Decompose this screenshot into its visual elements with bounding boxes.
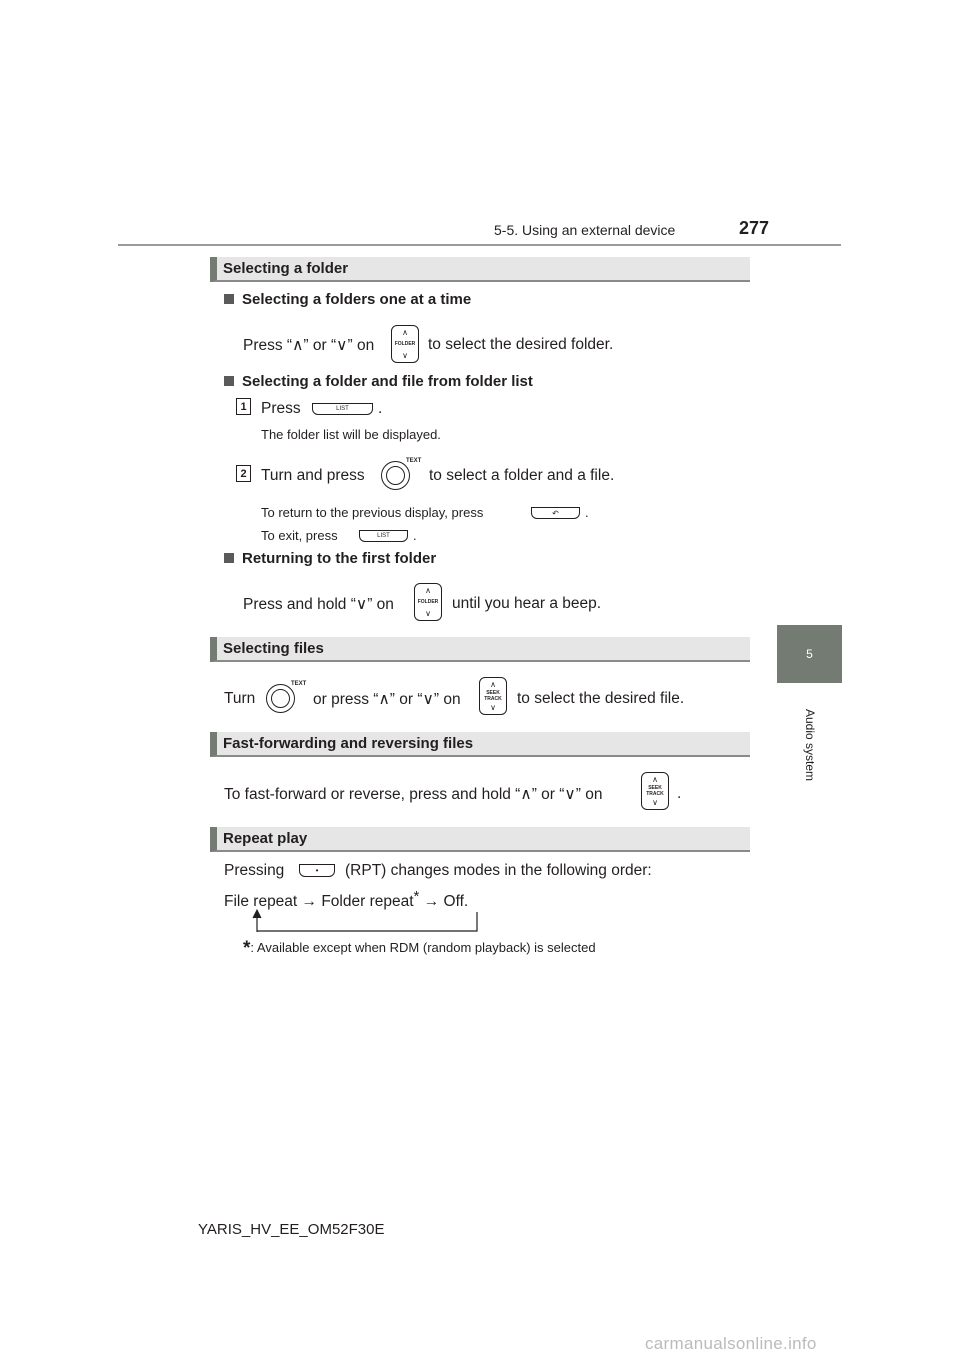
text-knob-icon [381, 461, 410, 490]
repeat-order: File repeat → Folder repeat* → Off. [224, 888, 469, 910]
rpt-button-icon: • [299, 864, 335, 877]
chapter-tab [777, 625, 842, 683]
step-note: . [413, 528, 417, 543]
folder-button-icon: ∧ FOLDER ∨ [391, 325, 419, 363]
step-note: The folder list will be displayed. [261, 427, 441, 442]
back-button-icon: ↶ [531, 507, 580, 519]
subheading-one-at-a-time: Selecting a folders one at a time [224, 291, 471, 308]
square-bullet-icon [224, 294, 234, 304]
folder-button-icon: ∧ FOLDER ∨ [414, 583, 442, 621]
instruction-text: Press and hold “∨” on [243, 596, 394, 613]
list-button-icon: LIST [312, 403, 373, 415]
text-knob-label: TEXT [291, 681, 307, 687]
square-bullet-icon [224, 376, 234, 386]
page-number: 277 [739, 218, 770, 238]
footnote: *: Available except when RDM (random playback) is selected [243, 938, 596, 959]
step-number-2: 2 [236, 465, 251, 482]
instruction-text: until you hear a beep. [452, 595, 602, 612]
seek-track-button-icon: ∧ SEEK TRACK ∨ [641, 772, 669, 810]
step-number-1: 1 [236, 398, 251, 415]
subheading-first-folder: Returning to the first folder [224, 550, 436, 567]
asterisk-mark: * [413, 888, 420, 905]
loop-back-arrow-icon [248, 908, 483, 934]
step-text: to select a folder and a file. [429, 467, 615, 484]
text-knob-label: TEXT [406, 458, 422, 464]
header-divider [118, 244, 841, 246]
step-text: Turn and press [261, 467, 365, 484]
step-note: To return to the previous display, press [261, 505, 484, 520]
step-note: . [585, 505, 589, 520]
document-code: YARIS_HV_EE_OM52F30E [198, 1221, 385, 1238]
step-note: To exit, press [261, 528, 338, 543]
instruction-text: Turn [224, 690, 256, 707]
seek-track-button-icon: ∧ SEEK TRACK ∨ [479, 677, 507, 715]
chapter-number: 5 [806, 647, 813, 661]
square-bullet-icon [224, 553, 234, 563]
instruction-text: Pressing [224, 862, 285, 879]
instruction-text: To fast-forward or reverse, press and hold “∧” or “∨” on [224, 786, 603, 803]
section-heading-repeat-play: Repeat play [210, 827, 750, 852]
section-title: 5-5. Using an external device [494, 222, 676, 238]
text-knob-icon [266, 684, 295, 713]
instruction-text: . [677, 785, 682, 802]
instruction-text: or press “∧” or “∨” on [313, 691, 461, 708]
chapter-label: Audio system [803, 708, 817, 782]
step-text: Press [261, 400, 301, 417]
section-heading-selecting-files: Selecting files [210, 637, 750, 662]
step-text: . [378, 400, 383, 417]
section-heading-fast-forwarding: Fast-forwarding and reversing files [210, 732, 750, 757]
instruction-text: (RPT) changes modes in the following order: [345, 862, 652, 879]
list-button-icon: LIST [359, 530, 408, 542]
instruction-text: to select the desired folder. [428, 336, 614, 353]
instruction-text: Press “∧” or “∨” on [243, 337, 375, 354]
watermark: carmanualsonline.info [645, 1334, 817, 1353]
section-heading-selecting-folder: Selecting a folder [210, 257, 750, 282]
subheading-folder-list: Selecting a folder and file from folder list [224, 373, 533, 390]
instruction-text: to select the desired file. [517, 690, 685, 707]
